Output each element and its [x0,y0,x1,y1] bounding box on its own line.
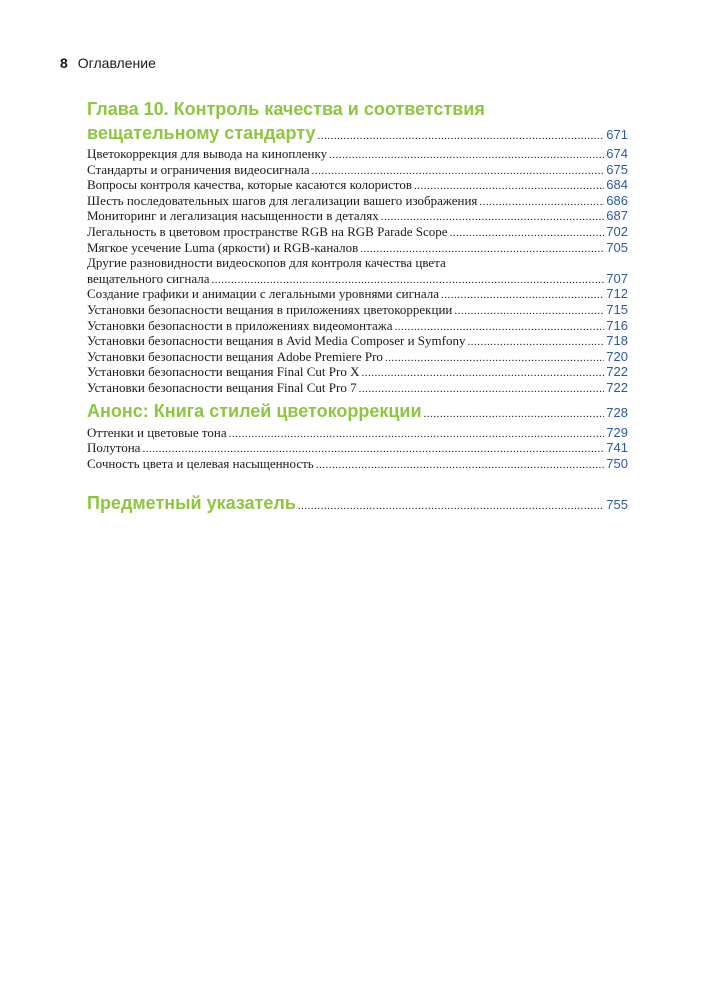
entry-title: Установки безопасности вещания Final Cut Pro X [87,364,360,380]
entry-page: 722 [606,364,628,380]
dot-leader [317,124,604,148]
dot-leader [298,494,604,518]
entry-page: 716 [606,317,628,333]
toc-entry[interactable] [87,318,628,334]
running-head [60,55,156,71]
dot-leader [385,351,604,367]
toc-entry-multiline[interactable] [87,255,628,286]
entry-title: Установки безопасности в приложениях видеомонтажа [87,317,393,333]
toc-entry[interactable] [87,240,628,256]
entry-title: Мягкое усечение Luma (яркости) и RGB-каналов [87,239,359,255]
entry-page: 741 [606,440,628,456]
entry-title: Шесть последовательных шагов для легализации вашего изображения [87,192,478,208]
entry-title-line1: Другие разновидности видеоскопов для контроля качества цвета [87,255,446,271]
toc-entry[interactable] [87,364,628,380]
entry-title: Цветокоррекция для вывода на кинопленку [87,146,328,161]
dot-leader [361,366,604,382]
chapter-10-entries [87,146,628,396]
entry-page: 729 [606,424,628,440]
index-title: Предметный указатель [87,493,296,514]
chapter-page: 671 [606,127,628,142]
entry-page: 722 [606,379,628,395]
entry-page: 750 [606,455,628,471]
toc-entry[interactable] [87,425,628,441]
dot-leader [449,226,604,242]
chapter-title-line2: вещательному стандарту [87,123,316,143]
entry-page: 715 [606,301,628,317]
entry-page: 707 [606,270,628,286]
toc-entry[interactable] [87,146,628,162]
toc-entry[interactable] [87,456,628,472]
chapter-title-line1: Глава 10. Контроль качества и соответствия [87,99,485,119]
entry-title: Создание графики и анимации с легальными уровнями сигнала [87,286,440,302]
entry-title: Полутона [87,440,141,456]
toc-entry[interactable] [87,302,628,318]
dot-leader [454,304,604,320]
entry-title: Стандарты и ограничения видеосигнала [87,161,310,177]
toc-entry[interactable] [87,224,628,240]
index-page: 755 [606,497,628,513]
entry-title: Установки безопасности вещания в Avid Media Composer и Symfony [87,333,466,349]
entry-title: Мониторинг и легализация насыщенности в деталях [87,208,379,224]
entry-title: Установки безопасности вещания Adobe Premiere Pro [87,348,383,364]
announce-title: Анонс: Книга стилей цветокоррекции [87,400,422,421]
toc-entry[interactable] [87,162,628,178]
dot-leader [229,427,605,443]
entry-page: 674 [606,146,628,161]
entry-page: 705 [606,239,628,255]
toc-entry[interactable] [87,286,628,302]
entry-page: 687 [606,208,628,224]
toc-entry[interactable] [87,380,628,396]
entry-page: 712 [606,286,628,302]
entry-title: Оттенки и цветовые тона [87,424,227,440]
dot-leader [316,458,605,474]
entry-page: 684 [606,177,628,193]
dot-leader [467,335,604,351]
toc-index[interactable] [87,491,628,515]
entry-title: Вопросы контроля качества, которые касаются колористов [87,177,412,193]
entry-title: Установки безопасности вещания в приложениях цветокоррекции [87,301,453,317]
entry-title: вещательного сигнала [87,270,210,286]
entry-page: 686 [606,192,628,208]
table-of-contents [87,97,628,517]
entry-title: Установки безопасности вещания Final Cut Pro 7 [87,379,357,395]
dot-leader [359,382,605,398]
entry-title: Сочность цвета и целевая насыщенность [87,455,314,471]
toc-entry[interactable] [87,208,628,224]
dot-leader [441,288,604,304]
entry-page: 675 [606,161,628,177]
entry-page: 718 [606,333,628,349]
page-number: 8 [60,55,68,71]
entry-page: 702 [606,223,628,239]
section-title: Оглавление [77,55,156,71]
toc-entry[interactable] [87,177,628,193]
announce-page: 728 [606,404,628,420]
dot-leader [479,195,604,211]
toc-entry[interactable] [87,193,628,209]
toc-entry[interactable] [87,349,628,365]
entry-page: 720 [606,348,628,364]
dot-leader [424,402,605,426]
dot-leader [329,148,604,164]
toc-announce[interactable] [87,399,628,423]
announce-entries [87,425,628,472]
entry-title: Легальность в цветовом пространстве RGB на RGB Parade Scope [87,223,448,239]
toc-chapter-10[interactable] [87,97,628,145]
toc-entry[interactable] [87,333,628,349]
toc-entry[interactable] [87,440,628,456]
